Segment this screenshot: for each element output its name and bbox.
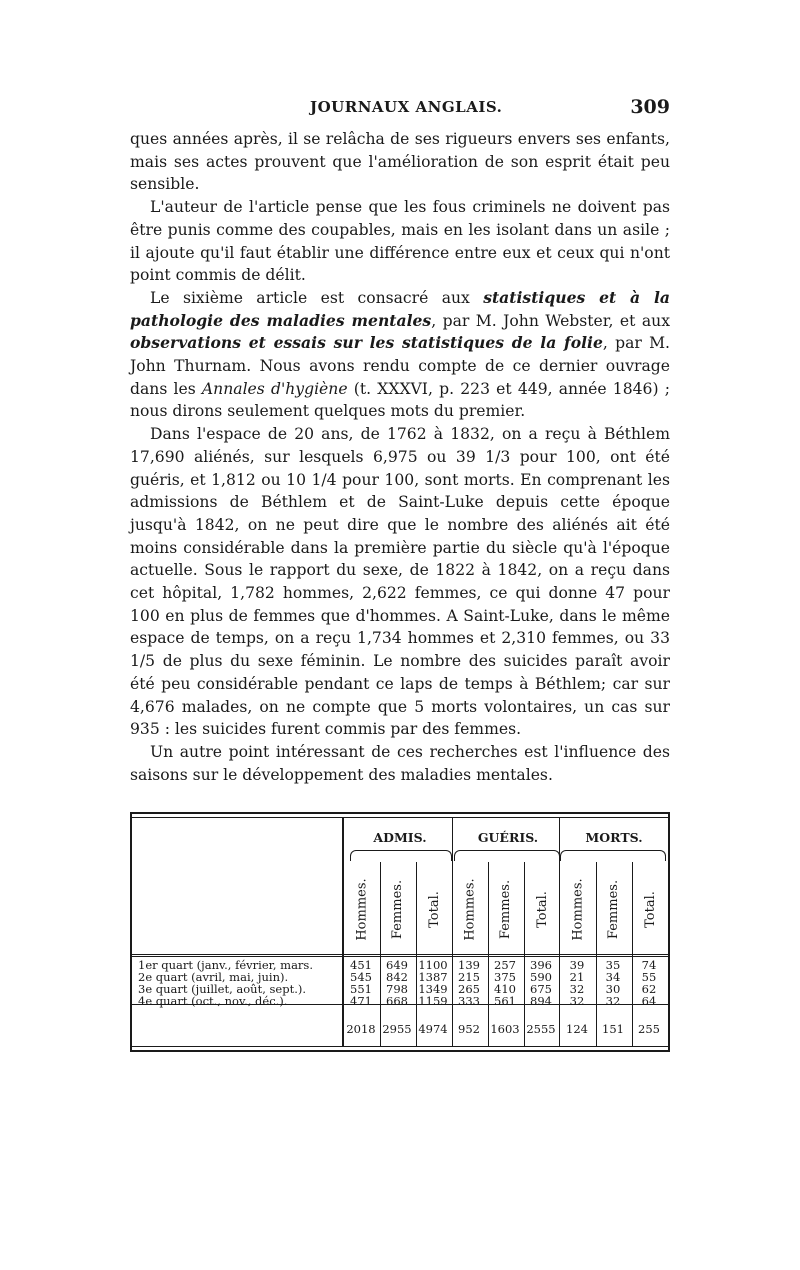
paragraph-3-text-e: , par M. John Thurnam. Nous avons rendu compte de ce dernier ouvrage dans les [130, 334, 671, 398]
table-cell: 798 [386, 982, 408, 996]
paragraph-3-emph-webster: statistiques et à la pathologie des maladies mentales [130, 287, 670, 330]
row-label: 3e quart (juillet, août, sept.). [138, 982, 307, 996]
table-divider-group-1 [452, 817, 453, 1047]
table-cell: 32 [569, 982, 585, 996]
paragraph-4: Dans l'espace de 20 ans, de 1762 à 1832, on a reçu à Béthlem 17,690 aliénés, sur lesquels 6,975 ou 39 1/3 pour 100, ont été guéris, et 1,812 ou 10 1/4 pour 100, sont morts. En comprenant les admissions de Béthlem et de Saint-Luke depuis cette époque jusqu'à 1842, on ne peut dire que le nombre des aliénés ait été moins considérable dans la première partie du siècle qu'à l'époque actuelle. Sous le rapport du sexe, de 1822 à 1842, on a reçu dans cet hôpital, 1,782 hommes, 2,622 femmes, ce qui donne 47 pour 100 en plus de femmes que d'hommes. A Saint-Luke, dans le même espace de temps, on a reçu 1,734 hommes et 2,310 femmes, ou 33 1/5 de plus du sexe féminin. Le nombre des suicides paraît avoir été peu considérable pendant ce laps de temps à Béthlem; car sur 4,676 malades, on ne compte que 5 morts volontaires, un cas sur 935 : les suicides furent commis par des femmes. [130, 425, 670, 739]
paragraph-5: Un autre point intéressant de ces recherches est l'influence des saisons sur le développement des maladies mentales. [130, 742, 670, 784]
table-cell: 551 [350, 982, 372, 996]
paragraph-3-text-c: , par M. John Webster, et aux [431, 311, 670, 330]
table-cell: 451 [350, 958, 372, 972]
table-cell: 30 [605, 982, 621, 996]
table-cell: 333 [458, 994, 480, 1008]
paragraph-3-text-a: Le sixième article est consacré aux [150, 288, 484, 307]
table-cell: 74 [641, 958, 657, 972]
column-header-label: Total. [642, 890, 658, 928]
table-cell: 265 [458, 982, 480, 996]
table-cell: 649 [386, 958, 408, 972]
column-header-label: Total. [426, 890, 442, 928]
table-divider-label-double [343, 817, 344, 1047]
column-header [386, 864, 410, 954]
total-cell: 2955 [382, 1022, 412, 1036]
table-cell: 471 [350, 994, 372, 1008]
table-inner-bottom-rule [132, 1046, 668, 1047]
column-header [422, 864, 446, 954]
running-head [130, 96, 670, 122]
table-header-rule [132, 954, 668, 955]
total-cell: 2018 [346, 1022, 376, 1036]
paragraph-1: ques années après, il se relâcha de ses rigueurs envers ses enfants, mais ses actes prouvent que l'amélioration de son esprit était peu sensible. [130, 130, 670, 194]
row-label: 2e quart (avril, mai, juin). [138, 970, 289, 984]
table-cell: 55 [641, 970, 657, 984]
table-cell: 215 [458, 970, 480, 984]
table-header-rule-double [132, 956, 668, 957]
table-cell: 1349 [418, 982, 448, 996]
column-header-label: Total. [534, 890, 550, 928]
table-cell: 894 [530, 994, 552, 1008]
table-cell: 32 [569, 994, 585, 1008]
brace-morts [560, 850, 666, 861]
page-number: 309 [630, 96, 670, 118]
table-cell: 39 [569, 958, 585, 972]
total-cell: 952 [458, 1022, 480, 1036]
column-header-label: Hommes. [354, 877, 370, 941]
statistics-table [130, 812, 670, 1052]
table-cell: 34 [605, 970, 621, 984]
table-cell: 35 [605, 958, 621, 972]
column-header [494, 864, 518, 954]
table-cell: 139 [458, 958, 480, 972]
table-cell: 668 [386, 994, 408, 1008]
group-label-gueris: GUÉRIS. [477, 830, 539, 845]
row-label: 4e quart (oct., nov., déc.). [138, 994, 288, 1008]
paragraph-3-journal-title: Annales d'hygiène [201, 379, 348, 398]
table-cell: 545 [350, 970, 372, 984]
running-title: JOURNAUX ANGLAIS. [310, 98, 503, 116]
column-header-label: Femmes. [390, 879, 406, 939]
table-cell: 842 [386, 970, 408, 984]
table-divider-group-2 [559, 817, 560, 1047]
group-label-morts: MORTS. [585, 830, 643, 845]
column-header-label: Femmes. [498, 879, 514, 939]
group-label-admis: ADMIS. [373, 830, 427, 845]
paragraph-2: L'auteur de l'article pense que les fous criminels ne doivent pas être punis comme des coupables, mais en les isolant dans un asile ; il ajoute qu'il faut établir une différence entre eux et ceux qui n'ont point commis de délit. [130, 198, 670, 285]
column-header-label: Hommes. [570, 877, 586, 941]
column-header-label: Femmes. [606, 879, 622, 939]
table-cell: 62 [641, 982, 657, 996]
table-cell: 396 [530, 958, 552, 972]
table-cell: 590 [530, 970, 552, 984]
total-cell: 124 [566, 1022, 588, 1036]
table-cell: 375 [494, 970, 516, 984]
table-cell: 1100 [418, 958, 448, 972]
total-cell: 2555 [526, 1022, 556, 1036]
table-cell: 257 [494, 958, 516, 972]
table-cell: 32 [605, 994, 621, 1008]
column-header [566, 864, 590, 954]
table-cell: 1387 [418, 970, 448, 984]
brace-admis [350, 850, 452, 861]
body-text [130, 128, 670, 786]
column-header [602, 864, 626, 954]
brace-gueris [454, 850, 560, 861]
column-header [530, 864, 554, 954]
column-header [350, 864, 374, 954]
paragraph-3 [130, 287, 670, 423]
total-cell: 151 [602, 1022, 624, 1036]
total-cell: 255 [638, 1022, 660, 1036]
column-header [458, 864, 482, 954]
row-label: 1er quart (janv., février, mars. [138, 958, 313, 972]
column-header [638, 864, 662, 954]
table-cell: 1159 [418, 994, 448, 1008]
table-cell: 21 [569, 970, 585, 984]
table-cell: 561 [494, 994, 516, 1008]
total-cell: 4974 [418, 1022, 448, 1036]
table-inner-top-rule [132, 817, 668, 818]
table-cell: 675 [530, 982, 552, 996]
paragraph-3-text-g: (t. XXXVI, p. 223 et 449, année 1846) ; nous dirons seulement quelques mots du premier. [130, 379, 670, 421]
paragraph-3-emph-thurnam: observations et essais sur les statistiques de la folie [130, 333, 603, 353]
table-cell: 64 [641, 994, 657, 1008]
table-cell: 410 [494, 982, 516, 996]
total-cell: 1603 [490, 1022, 520, 1036]
column-header-label: Hommes. [462, 877, 478, 941]
